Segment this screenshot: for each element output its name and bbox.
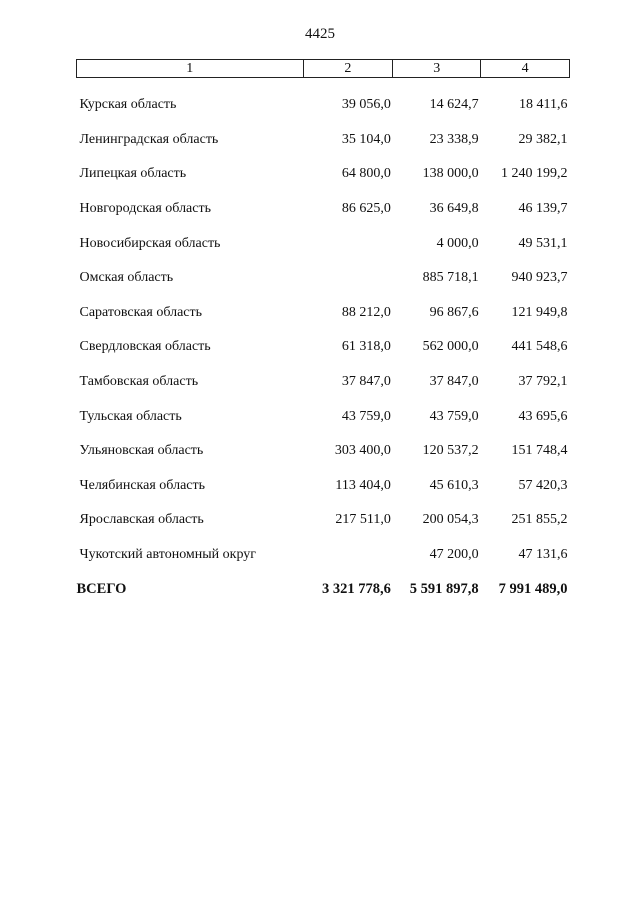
column-4-value: 121 949,8: [511, 304, 568, 320]
header-row: [77, 60, 570, 78]
column-3-value: 43 759,0: [429, 408, 479, 424]
region-name-cell: Липецкая область: [79, 166, 187, 182]
table-row: [77, 123, 570, 158]
table-row: [77, 538, 570, 573]
column-4-value: 251 855,2: [511, 512, 568, 528]
column-3-value: 36 649,8: [429, 201, 479, 217]
column-header-1: 1: [77, 60, 304, 78]
region-name-cell: Ульяновская область: [79, 443, 204, 459]
table-body: [77, 78, 570, 607]
region-name-cell: Ленинградская область: [79, 131, 219, 147]
column-3-value: 138 000,0: [422, 166, 479, 182]
column-3-value: 45 610,3: [429, 477, 479, 493]
column-2-value: 37 847,0: [341, 374, 391, 390]
table-row: [77, 296, 570, 331]
table-row: [77, 469, 570, 504]
column-3-value: 120 537,2: [422, 443, 479, 459]
column-header-4: 4: [481, 60, 570, 78]
column-4-value: 151 748,4: [511, 443, 568, 459]
column-3-value: 562 000,0: [422, 339, 479, 355]
table-row: [77, 261, 570, 296]
column-4-value: 49 531,1: [518, 235, 568, 251]
column-2-value: 303 400,0: [334, 443, 391, 459]
column-header-2: 2: [303, 60, 393, 78]
region-name-cell: Новосибирская область: [79, 235, 221, 251]
column-4-value: 37 792,1: [518, 374, 568, 390]
table-row: [77, 226, 570, 261]
column-2-value: 217 511,0: [335, 512, 391, 528]
column-4-value: 57 420,3: [518, 477, 568, 493]
table-row: [77, 192, 570, 227]
region-name-cell: Челябинская область: [79, 477, 205, 493]
column-4-value: 29 382,1: [518, 131, 568, 147]
column-2-value: [303, 226, 393, 261]
total-column-3: 5 591 897,8: [409, 581, 479, 598]
column-4-value: 18 411,6: [519, 97, 568, 113]
region-name-cell: Тамбовская область: [79, 374, 199, 390]
budget-table: [76, 59, 570, 607]
column-4-value: 1 240 199,2: [501, 166, 568, 182]
column-2-value: 61 318,0: [341, 339, 391, 355]
region-name-cell: Тульская область: [79, 408, 182, 424]
total-label: ВСЕГО: [76, 581, 127, 598]
table-row: [77, 330, 570, 365]
column-4-value: 47 131,6: [518, 547, 568, 563]
column-2-value: 86 625,0: [341, 201, 391, 217]
column-3-value: 23 338,9: [429, 131, 479, 147]
column-3-value: 14 624,7: [429, 97, 479, 113]
total-column-4: 7 991 489,0: [498, 581, 568, 598]
page-number: 4425: [305, 26, 335, 42]
table-row: [77, 78, 570, 123]
column-3-value: 200 054,3: [422, 512, 479, 528]
table-row: [77, 157, 570, 192]
region-name-cell: Новгородская область: [79, 201, 211, 217]
column-3-value: 4 000,0: [436, 235, 479, 251]
column-2-value: 113 404,0: [335, 477, 391, 493]
column-2-value: 39 056,0: [341, 97, 391, 113]
table-row: [77, 365, 570, 400]
column-4-value: 43 695,6: [518, 408, 568, 424]
table-row: [77, 399, 570, 434]
column-header-3: 3: [393, 60, 481, 78]
column-2-value: 43 759,0: [341, 408, 391, 424]
column-2-value: 64 800,0: [341, 166, 391, 182]
column-3-value: 37 847,0: [429, 374, 479, 390]
column-2-value: 88 212,0: [341, 304, 391, 320]
column-4-value: 46 139,7: [518, 201, 568, 217]
region-name-cell: Свердловская область: [79, 339, 211, 355]
column-3-value: 885 718,1: [422, 270, 479, 286]
region-name-cell: Омская область: [79, 270, 174, 286]
region-name-cell: Саратовская область: [79, 304, 203, 320]
column-2-value: 35 104,0: [341, 131, 391, 147]
column-4-value: 940 923,7: [511, 270, 568, 286]
column-2-value: [303, 538, 393, 573]
table-row: [77, 434, 570, 469]
table-header: [77, 60, 570, 78]
column-2-value: [303, 261, 393, 296]
total-column-2: 3 321 778,6: [321, 581, 391, 598]
column-3-value: 47 200,0: [429, 547, 479, 563]
region-name-cell: Чукотский автономный округ: [79, 547, 257, 563]
column-3-value: 96 867,6: [429, 304, 479, 320]
table-row: [77, 503, 570, 538]
total-row: [77, 572, 570, 607]
column-4-value: 441 548,6: [511, 339, 568, 355]
region-name-cell: Ярославская область: [79, 512, 204, 528]
region-name-cell: Курская область: [79, 97, 177, 113]
